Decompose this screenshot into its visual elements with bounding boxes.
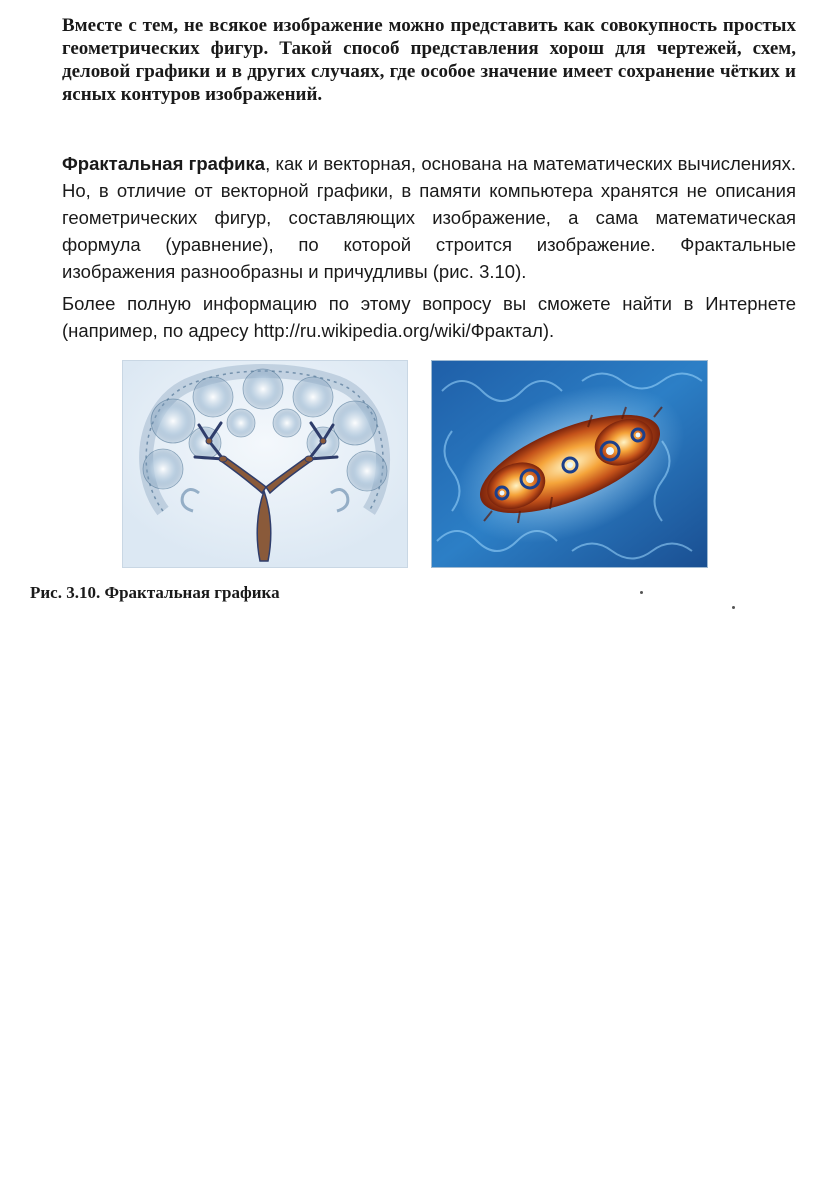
julia-fractal-image [431, 360, 708, 568]
paragraph-fractal-text: , как и векторная, основана на математических вычислениях. Но, в отличие от векторной графики, в памяти компьютера хранятся не описания геометрических фигур, составляющих изображение, а сама математическая формула (уравнение), по которой строится изображение. Фрактальные изображения разнообразны и причудливы (рис. 3.10). [62, 153, 796, 282]
term-fractal-graphics: Фрактальная графика [62, 153, 266, 174]
print-speck [640, 591, 643, 594]
fractal-tree-image [122, 360, 408, 568]
fractal-tree-drawing [123, 361, 407, 567]
print-speck [732, 606, 735, 609]
figure-caption: Рис. 3.10. Фрактальная графика [30, 583, 280, 602]
julia-fractal-drawing [432, 361, 707, 567]
paragraph-vector-limits: Вместе с тем, не всякое изображение можно представить как совокупность простых геометрических фигур. Такой способ представления хорош для чертежей, схем, деловой графики и в других случаях, где особое значение имеет сохранение чётких и ясных контуров изображений. [62, 15, 796, 105]
paragraph-more-info: Более полную информацию по этому вопросу вы сможете найти в Интернете (например, по адресу http://ru.wikipedia.org/wiki/Фрактал). [62, 293, 796, 341]
paragraph-fractal-graphics [62, 150, 796, 285]
